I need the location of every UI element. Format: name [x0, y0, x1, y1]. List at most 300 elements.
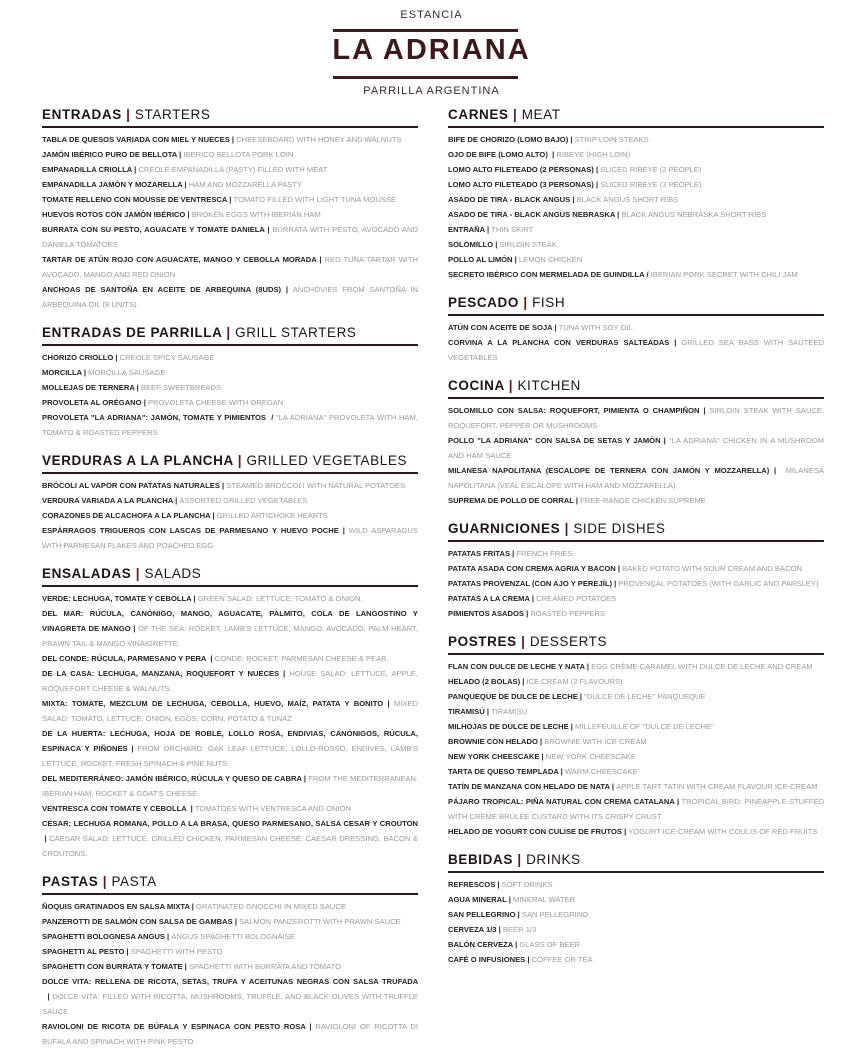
menu-item-en: RED TUNA TARTAR WITH AVOCADO, MANGO AND RED ONION [42, 255, 418, 279]
menu-item-es: POLLO "LA ADRIANA" CON SALSA DE SETAS Y JAMÓN [448, 436, 661, 445]
menu-item-en: IBERIAN PORK SECRET WITH CHILI JAM [650, 270, 798, 279]
menu-item-separator: | [558, 767, 565, 776]
menu-item-es: MORCILLA [42, 368, 82, 377]
menu-item [42, 508, 418, 523]
menu-item-en: HOUSE SALAD: LETTUCE, APPLE, ROQUEFORT CHEESE & WALNUTS. [42, 669, 418, 693]
menu-item-en: BLACK ANGUS SHORT RIBS [576, 195, 679, 204]
section-title [448, 851, 824, 873]
menu-item [42, 410, 418, 440]
menu-item-es: MOLLEJAS DE TERNERA [42, 383, 135, 392]
menu-item-es: BALÓN CERVEZA [448, 940, 513, 949]
menu-item [42, 816, 418, 861]
menu-item-en: FROM THE MEDITERRANEAN: IBERIAN HAM, ROCKET & GOAT'S CHEESE [42, 774, 418, 798]
menu-item-separator: | [484, 225, 492, 234]
menu-item-en: CHEESEBOARD WITH HONEY AND WALNUTS [236, 135, 402, 144]
section-title-separator: | [560, 521, 574, 536]
menu-item-es: TARTAR DE ATÚN ROJO CON AGUACATE, MANGO Y CEBOLLA MORADA [42, 255, 317, 264]
menu-item-en: "LA ADRIANA" CHICKEN IN A MUSHROOM AND HAM SAUCE [448, 436, 824, 460]
menu-item-en: EGG CRÈME CARAMEL WITH DULCE DE LECHE AND CREAM [591, 662, 813, 671]
menu-item-es: BROWNIE CON HELADO [448, 737, 538, 746]
menu-item-en: GREEN SALAD: LETTUCE, TOMATO & ONION. [197, 594, 363, 603]
menu-item [448, 207, 824, 222]
menu-item-es: DOLCE VITA: RELLENA DE RICOTA, SETAS, TRUFA Y ACEITUNAS NEGRAS CON SALSA TRUFADA [42, 977, 418, 986]
menu-item [448, 907, 824, 922]
menu-item [42, 350, 418, 365]
menu-item-es: PÁJARO TROPICAL: PIÑA NATURAL CON CREMA CATALANA [448, 797, 675, 806]
logo-bottom-rule [333, 76, 518, 79]
section-title [42, 106, 418, 128]
section-title-separator: | [508, 107, 522, 122]
menu-item [448, 493, 824, 508]
menu-item-separator: | [539, 752, 546, 761]
menu-item [448, 824, 824, 839]
menu-item-es: DEL MEDITERRÁNEO: JAMÓN IBÉRICO, RÚCULA Y QUESO DE CABRA [42, 774, 302, 783]
menu-item-en: SPAGHETTI WITH BURRATA AND TOMATO [188, 962, 342, 971]
menu-item [42, 207, 418, 222]
menu-item-en: ANGUS SPAGHETTI BOLOGNAISE [171, 932, 295, 941]
menu-item-es: SECRETO IBÉRICO CON MERMELADA DE GUINDILLA [448, 270, 645, 279]
menu-item-separator: | [227, 195, 234, 204]
menu-item-separator: | [182, 180, 189, 189]
menu-section-salads [42, 565, 418, 861]
menu-item [42, 929, 418, 944]
menu-item-en: TUNA WITH SOY OIL [558, 323, 633, 332]
section-title [448, 294, 824, 316]
menu-item-separator: | [42, 992, 53, 1001]
menu-item [448, 403, 824, 433]
menu-item-es: DE LA CASA: LECHUGA, MANZANA, ROQUEFORT Y NUECES [42, 669, 280, 678]
menu-item-separator: | [264, 225, 273, 234]
menu-item-separator: | [141, 398, 148, 407]
menu-item-es: ATÚN CON ACEITE DE SOJA [448, 323, 553, 332]
menu-item-es: PANQUEQUE DE DULCE DE LECHE [448, 692, 578, 701]
menu-item-en: THIN SKIRT [491, 225, 534, 234]
menu-section-meat [448, 106, 824, 282]
menu-item-es: SPAGHETTI AL PESTO [42, 947, 125, 956]
menu-item-es: PATATAS PROVENZAL (CON AJO Y PEREJÍL) [448, 579, 612, 588]
menu-item-separator: | [552, 323, 559, 332]
menu-item [42, 606, 418, 651]
menu-item-en: YOGURT ICE-CREAM WITH COULIS OF RED FRUITS [628, 827, 818, 836]
section-title-en: SIDE DISHES [573, 521, 666, 536]
menu-item-es: PROVOLETA AL ORÉGANO [42, 398, 142, 407]
menu-item-en: RAVIOLONI OF RICOTTA DI BUFALA AND SPINACH WITH PINK PESTO [42, 1022, 418, 1046]
menu-item-es: AGUA MINERAL [448, 895, 507, 904]
menu-item-en: SLICED RIBEYE (2 PEOPLE) [600, 165, 702, 174]
menu-item-separator: | [584, 662, 592, 671]
menu-item [448, 546, 824, 561]
menu-item-en: FREE-RANGE CHICKEN SUPREME [580, 496, 706, 505]
menu-item-separator: | [229, 135, 237, 144]
menu-item [448, 734, 824, 749]
menu-item-es: PATATA ASADA CON CREMA AGRIA Y BACON [448, 564, 616, 573]
menu-item-separator: | [568, 722, 576, 731]
menu-item-separator: | [525, 955, 532, 964]
section-title [448, 106, 824, 128]
menu-item-separator: | [305, 1022, 316, 1031]
menu-item-separator: | [573, 496, 581, 505]
menu-item-es: SOLOMILLO [448, 240, 494, 249]
menu-item-es: TATÍN DE MANZANA CON HELADO DE NATA [448, 782, 610, 791]
menu-item [448, 177, 824, 192]
menu-item-es: CÉSAR: LECHUGA ROMANA, POLLO A LA BRASA, QUESO PARMESANO, SALSA CESAR Y CROUTON [42, 819, 418, 828]
menu-item-separator: | [134, 383, 141, 392]
menu-item-es: BIFE DE CHORIZO (LOMO BAJO) [448, 135, 569, 144]
menu-item-en: SALMON PANZEROTTI WITH PRAWN SAUCE [239, 917, 401, 926]
menu-section-drinks [448, 851, 824, 967]
menu-item-es: SOLOMILLO CON SALSA: ROQUEFORT, PIMIENTA O CHAMPIÑON [448, 406, 700, 415]
menu-item [448, 267, 824, 282]
logo-top-rule [333, 29, 518, 32]
menu-item-separator: | [164, 932, 172, 941]
section-title-separator: | [222, 325, 236, 340]
menu-item-es: PANZEROTTI DE SALMÓN CON SALSA DE GAMBAS [42, 917, 233, 926]
menu-item [42, 959, 418, 974]
menu-column-left [42, 106, 418, 1061]
menu-item-en: LEMON CHICKEN [518, 255, 583, 264]
menu-item [42, 478, 418, 493]
menu-item-en: ICE CREAM (2 FLAVOURS) [526, 677, 623, 686]
menu-item-en: MIXED SALAD: TOMATO, LETTUCE, ONION, EGGS, CORN, POTATO & TUNAZ [42, 699, 418, 723]
menu-item-en: TOMATO FILLED WITH LIGHT TUNA MOUSSE [233, 195, 397, 204]
menu-item [448, 719, 824, 734]
section-title-es: ENSALADAS [42, 566, 132, 581]
menu-item-separator: / [644, 270, 651, 279]
menu-item-separator: | [130, 624, 139, 633]
section-title-separator: | [121, 107, 135, 122]
menu-item-en: CONDE: ROCKET, PARMESAN CHEESE & PEAR. [214, 654, 389, 663]
menu-item-separator: | [493, 240, 500, 249]
section-title-separator: | [516, 634, 530, 649]
menu-item-separator: | [577, 692, 585, 701]
menu-item-en: ASSORTED GRILLED VEGETABLES [179, 496, 308, 505]
menu-item-separator: | [383, 699, 394, 708]
menu-item-es: HELADO DE YOGURT CON CULISE DE FRUTOS [448, 827, 622, 836]
restaurant-subtitle: PARRILLA ARGENTINA [363, 85, 500, 97]
section-title-es: PASTAS [42, 874, 99, 889]
menu-item-es: TARTA DE QUESO TEMPLADA [448, 767, 559, 776]
menu-item [42, 974, 418, 1019]
menu-section-desserts [448, 633, 824, 839]
menu-item [448, 922, 824, 937]
menu-item-separator: | [570, 195, 577, 204]
menu-item [448, 674, 824, 689]
menu-item-separator: | [219, 481, 227, 490]
menu-item-en: MORCILLA SAUSAGE [88, 368, 166, 377]
menu-item-en: SAN PELLEGRINO [521, 910, 589, 919]
menu-item-en: BAKED POTATO WITH SOUR CREAM AND BACON [622, 564, 802, 573]
menu-item-en: BROKEN EGGS WITH IBERIAN HAM [191, 210, 321, 219]
menu-item-separator: | [523, 609, 531, 618]
menu-item-en: RIBEYE (HIGH LOIN) [556, 150, 631, 159]
menu-item [42, 282, 418, 312]
menu-item [448, 704, 824, 719]
menu-item-es: PATATAS FRITAS [448, 549, 511, 558]
menu-item-en: FROM ORCHARD: OAK LEAF LETTUCE, LOLLO-ROSSO, ENDIVES, LAMB'S LETTUCE, ROCKET, FRESH SPINACH & PINE NUTS [42, 744, 418, 768]
menu-item-es: ASADO DE TIRA - BLACK ANGUS [448, 195, 571, 204]
menu-item-en: HAM AND MOZZARELLA PASTY [188, 180, 303, 189]
menu-item-separator: | [512, 255, 519, 264]
menu-item [42, 523, 418, 553]
menu-item-en: WARM CHEESCAKE [564, 767, 638, 776]
menu-section-fish [448, 294, 824, 365]
menu-item-separator: | [547, 150, 557, 159]
menu-item [448, 892, 824, 907]
menu-item-separator: | [568, 135, 575, 144]
menu-item [448, 162, 824, 177]
menu-item-es: OJO DE BIFE (LOMO ALTO) [448, 150, 548, 159]
menu-item-separator: | [593, 180, 601, 189]
menu-item-separator: | [615, 564, 623, 573]
menu-item-es: SPAGHETTI BOLOGNESA ANGUS [42, 932, 165, 941]
section-title-es: ENTRADAS DE PARRILLA [42, 325, 222, 340]
menu-item-separator: | [279, 669, 290, 678]
menu-item-separator: | [177, 150, 184, 159]
menu-item-es: VERDE: LECHUGA, TOMATE Y CEBOLLA [42, 594, 192, 603]
menu-section-pasta [42, 873, 418, 1049]
menu-item [42, 899, 418, 914]
menu-item [448, 132, 824, 147]
menu-item [448, 764, 824, 779]
menu-section-grill-starters [42, 324, 418, 440]
section-title-en: FISH [532, 295, 566, 310]
section-title-es: VERDURAS A LA PLANCHA [42, 453, 234, 468]
menu-item-en: CREOLE SPICY SAUSAGE [119, 353, 215, 362]
menu-item-en: OF THE SEA: ROCKET, LAMB'S LETTUCE, MANGO, AVOCADO, PALM HEART, PRAWN TAIL & MANGO VINAIGRETTE. [42, 624, 418, 648]
section-title [42, 565, 418, 587]
menu-item-en: BEER 1/3 [502, 925, 537, 934]
menu-column-right [448, 106, 824, 979]
menu-item-es: TIRAMISÚ [448, 707, 485, 716]
menu-item [448, 335, 824, 365]
menu-item-separator: | [232, 917, 240, 926]
menu-item-es: BRÓCOLI AL VAPOR CON PATATAS NATURALES [42, 481, 220, 490]
menu-item-separator: | [495, 880, 502, 889]
section-title-en: PASTA [111, 874, 157, 889]
menu-item-es: ÑOQUIS GRATINADOS EN SALSA MIXTA [42, 902, 190, 911]
menu-item-en: BEEF SWEETBREADS [140, 383, 222, 392]
menu-item-es: PATATAS A LA CREMA [448, 594, 530, 603]
menu-item-separator: | [124, 947, 131, 956]
section-title-en: STARTERS [134, 107, 211, 122]
menu-item-es: CHORIZO CRIOLLO [42, 353, 114, 362]
menu-item-en: DOLCE VITA: FILLED WITH RICOTTA, MUSHROOMS, TRUFFLE, AND BLACK OLIVES WITH TRUFFLE SAUCE. [42, 992, 418, 1016]
menu-item-es: MILHOJAS DE DULCE DE LECHE [448, 722, 569, 731]
menu-item [42, 177, 418, 192]
menu-item-en: CAESAR SALAD: LETTUCE, GRILLED CHICKEN, PARMESAN CHEESE, CAESAR DRESSING, BACON & CROUTONS. [42, 834, 418, 858]
menu-item-es: CERVEZA 1/3 [448, 925, 497, 934]
menu-item-separator: | [537, 737, 545, 746]
menu-item-en: PROVOLETA CHEESE WITH OREGAN [147, 398, 284, 407]
section-title-en: MEAT [521, 107, 561, 122]
menu-item [42, 801, 418, 816]
menu-item-separator: | [301, 774, 309, 783]
menu-item-en: MINERAL WATER [513, 895, 576, 904]
section-title [42, 324, 418, 346]
menu-item-es: CORVINA A LA PLANCHA CON VERDURAS SALTEADAS [448, 338, 670, 347]
menu-item-en: TROPICAL BIRD: PINEAPPLE STUFFED WITH CRÈME BRÛLÉE CUSTARD WITH ITS CRISPY CRUST [448, 797, 824, 821]
section-title-es: GUARNICIONES [448, 521, 561, 536]
menu-item-separator: | [206, 654, 215, 663]
menu-item-es: SPAGHETTI CON BURRATA Y TOMATE [42, 962, 183, 971]
menu-item-separator: | [113, 353, 120, 362]
menu-item-es: ASADO DE TIRA - BLACK ANGUS NEBRASKA [448, 210, 616, 219]
menu-item-en: CREAMED POTATOES [536, 594, 617, 603]
menu-item-en: SLICED RIBEYE (3 PEOPLE) [600, 180, 702, 189]
menu-item-es: BURRATA CON SU PESTO, AGUACATE Y TOMATE DANIELA [42, 225, 265, 234]
menu-item-en: IBERICO BELLOTA PORK LOIN [183, 150, 294, 159]
menu-item-en: SIRLOIN STEAK WITH SAUCE: ROQUEFORT, PEPPER OR MUSHROOMS [448, 406, 824, 430]
menu-item-es: MILANESA NAPOLITANA (ESCALOPE DE TERNERA CON JAMÓN Y MOZZARELLA) [448, 466, 770, 475]
section-title-en: DESSERTS [529, 634, 608, 649]
section-title-en: SALADS [144, 566, 202, 581]
menu-item-separator: | [674, 797, 682, 806]
menu-item-separator: | [510, 549, 517, 558]
menu-item-es: POLLO AL LIMÓN [448, 255, 513, 264]
section-title [448, 633, 824, 655]
menu-item-separator: | [496, 925, 503, 934]
menu-item-separator: | [316, 255, 325, 264]
menu-item [42, 365, 418, 380]
menu-item [448, 606, 824, 621]
menu-item-separator: | [506, 895, 513, 904]
menu-item-separator: | [210, 511, 217, 520]
menu-item-es: TABLA DE QUESOS VARIADA CON MIEL Y NUECES [42, 135, 230, 144]
menu-item-separator: | [593, 165, 601, 174]
menu-item-es: FLAN CON DULCE DE LECHE Y NATA [448, 662, 585, 671]
menu-item-en: ANCHOVIES FROM SANTOÑA IN ARBEQUINA OIL (8 UNITS) [42, 285, 418, 309]
menu-item-separator: | [42, 834, 50, 843]
menu-item [448, 952, 824, 967]
menu-item [448, 463, 824, 493]
menu-item [42, 914, 418, 929]
menu-item-en: "DULCE DE LECHE" PANQUEQUE [584, 692, 706, 701]
menu-item-es: EMPANADILLA JAMÓN Y MOZARELLA [42, 180, 183, 189]
menu-item-separator: | [615, 210, 622, 219]
menu-item [42, 252, 418, 282]
section-title [448, 377, 824, 399]
menu-item-es: EMPANADILLA CRIOLLA [42, 165, 132, 174]
menu-item [42, 147, 418, 162]
menu-item-en: TOMATOES WITH VENTRESCA AND ONION [194, 804, 352, 813]
menu-item-es: HELADO (2 BOLAS) [448, 677, 521, 686]
menu-item-es: DEL CONDE: RÚCULA, PARMESANO Y PERA [42, 654, 207, 663]
section-title-es: PESCADO [448, 295, 519, 310]
menu-item-separator: | [281, 285, 293, 294]
menu-item-separator: | [515, 910, 522, 919]
menu-item-separator: | [191, 594, 198, 603]
section-title-separator: | [518, 295, 533, 310]
menu-item-es: DE LA HUERTA: LECHUGA, HOJA DE ROBLE, LOLLO ROSA, ENDIVIAS, CANÓNIGOS, RÚCULA, ESPINACA Y PIÑONES [42, 729, 418, 753]
menu-section-side-dishes [448, 520, 824, 621]
menu-item-en: CREOLE EMPANADILLA (PASTY) FILLED WITH MEAT [138, 165, 328, 174]
menu-item-es: ESPÁRRAGOS TRIGUEROS CON LASCAS DE PARMESANO Y HUEVO POCHE [42, 526, 339, 535]
menu-item [42, 726, 418, 771]
menu-item [448, 689, 824, 704]
menu-item [42, 696, 418, 726]
menu-item [42, 192, 418, 207]
menu-item [448, 561, 824, 576]
menu-item-separator: | [189, 902, 197, 911]
menu-item-en: NEW YORK CHEESCAKE [545, 752, 636, 761]
menu-item [42, 591, 418, 606]
menu-item-separator: | [669, 338, 682, 347]
menu-item-en: WILD ASPARAGUS WITH PARMESAN FLAKES AND POACHED EGG [42, 526, 418, 550]
section-title-es: POSTRES [448, 634, 517, 649]
menu-item [448, 937, 824, 952]
menu-item-es: ENTRAÑA [448, 225, 485, 234]
menu-item-en: STRIP LOIN STEAKS [574, 135, 649, 144]
menu-section-starters [42, 106, 418, 312]
menu-item-separator: | [182, 962, 189, 971]
menu-item [448, 779, 824, 794]
menu-item-separator: | [132, 165, 139, 174]
menu-item-es: PROVOLETA "LA ADRIANA": JAMÓN, TOMATE Y PIMIENTOS [42, 413, 266, 422]
section-title-separator: | [98, 874, 112, 889]
menu-item [448, 877, 824, 892]
menu-item [42, 944, 418, 959]
menu-item [42, 162, 418, 177]
restaurant-name: LA ADRIANA [332, 34, 531, 66]
menu-item-es: DEL MAR: RÚCULA, CANÓNIGO, MANGO, AGUACATE, PALMITO, COLA DE LANGOSTINO Y VINAGRETA DE MANGO [42, 609, 418, 633]
menu-item [448, 576, 824, 591]
menu-item-separator: | [609, 782, 617, 791]
section-title-separator: | [512, 852, 527, 867]
section-title-separator: | [233, 453, 247, 468]
menu-item-es: CAFÉ O INFUSIONES [448, 955, 526, 964]
menu-item-separator: | [173, 496, 180, 505]
menu-item-es: REFRESCOS [448, 880, 496, 889]
menu-item-separator: | [660, 436, 669, 445]
menu-item-es: RAVIOLONI DE RICOTA DE BÚFALA Y ESPINACA CON PESTO ROSA [42, 1022, 306, 1031]
section-title-separator: | [131, 566, 145, 581]
menu-item-en: MILANESA NAPOLITANA (VEAL ESCALOPE WITH HAM AND MOZZARELLA) [448, 466, 824, 490]
section-title-es: CARNES [448, 107, 509, 122]
menu-item-en: GLASS OF BEER [519, 940, 581, 949]
menu-item [448, 192, 824, 207]
menu-item-en: ROASTED PEPPERS [530, 609, 606, 618]
section-title-es: COCINA [448, 378, 505, 393]
menu-section-grilled-vegetables [42, 452, 418, 553]
menu-item-en: SOFT DRINKS [501, 880, 553, 889]
menu-item [42, 651, 418, 666]
section-title-en: GRILLED VEGETABLES [246, 453, 408, 468]
menu-item-separator: | [127, 744, 138, 753]
menu-item-en: STEAMED BROCCOLI WITH NATURAL POTATOES [226, 481, 406, 490]
menu-item-separator: | [612, 579, 619, 588]
menu-item-es: MIXTA: TOMATE, MEZCLUM DE LECHUGA, CEBOLLA, HUEVO, MAÍZ, PATATA Y BONITO [42, 699, 384, 708]
section-title-en: KITCHEN [517, 378, 581, 393]
menu-item-en: MILLEFEUILLE OF "DULCE DE LECHE" [575, 722, 714, 731]
menu-item-en: GRILLED ARTICHOKE HEARTS [216, 511, 328, 520]
menu-item-es: HUEVOS ROTOS CON JAMÓN IBÉRICO [42, 210, 186, 219]
menu-item [448, 433, 824, 463]
menu-item-es: VERDURA VARIADA A LA PLANCHA [42, 496, 174, 505]
menu-item [42, 395, 418, 410]
menu-item-separator: | [484, 707, 492, 716]
menu-item-separator: | [769, 466, 786, 475]
menu-item-en: BURRATA WITH PESTO, AVOCADO AND DANIELA TOMATOES [42, 225, 418, 249]
menu-item-es: PIMIENTOS ASADOS [448, 609, 524, 618]
menu-item-en: APPLE TART TATIN WITH CREAM FLAVOUR ICE-CREAM [616, 782, 818, 791]
menu-item-en: "LA ADRIANA" PROVOLETA WITH HAM, TOMATO & ROASTED PEPPERS [42, 413, 418, 437]
estancia-label: ESTANCIA [400, 9, 463, 21]
menu-item-separator: | [186, 804, 195, 813]
menu-item-separator: | [512, 940, 520, 949]
menu-item-es: LOMO ALTO FILETEADO (2 PERSONAS) [448, 165, 594, 174]
menu-item-en: BROWNIE WITH ICE-CREAM [544, 737, 647, 746]
section-title [42, 452, 418, 474]
